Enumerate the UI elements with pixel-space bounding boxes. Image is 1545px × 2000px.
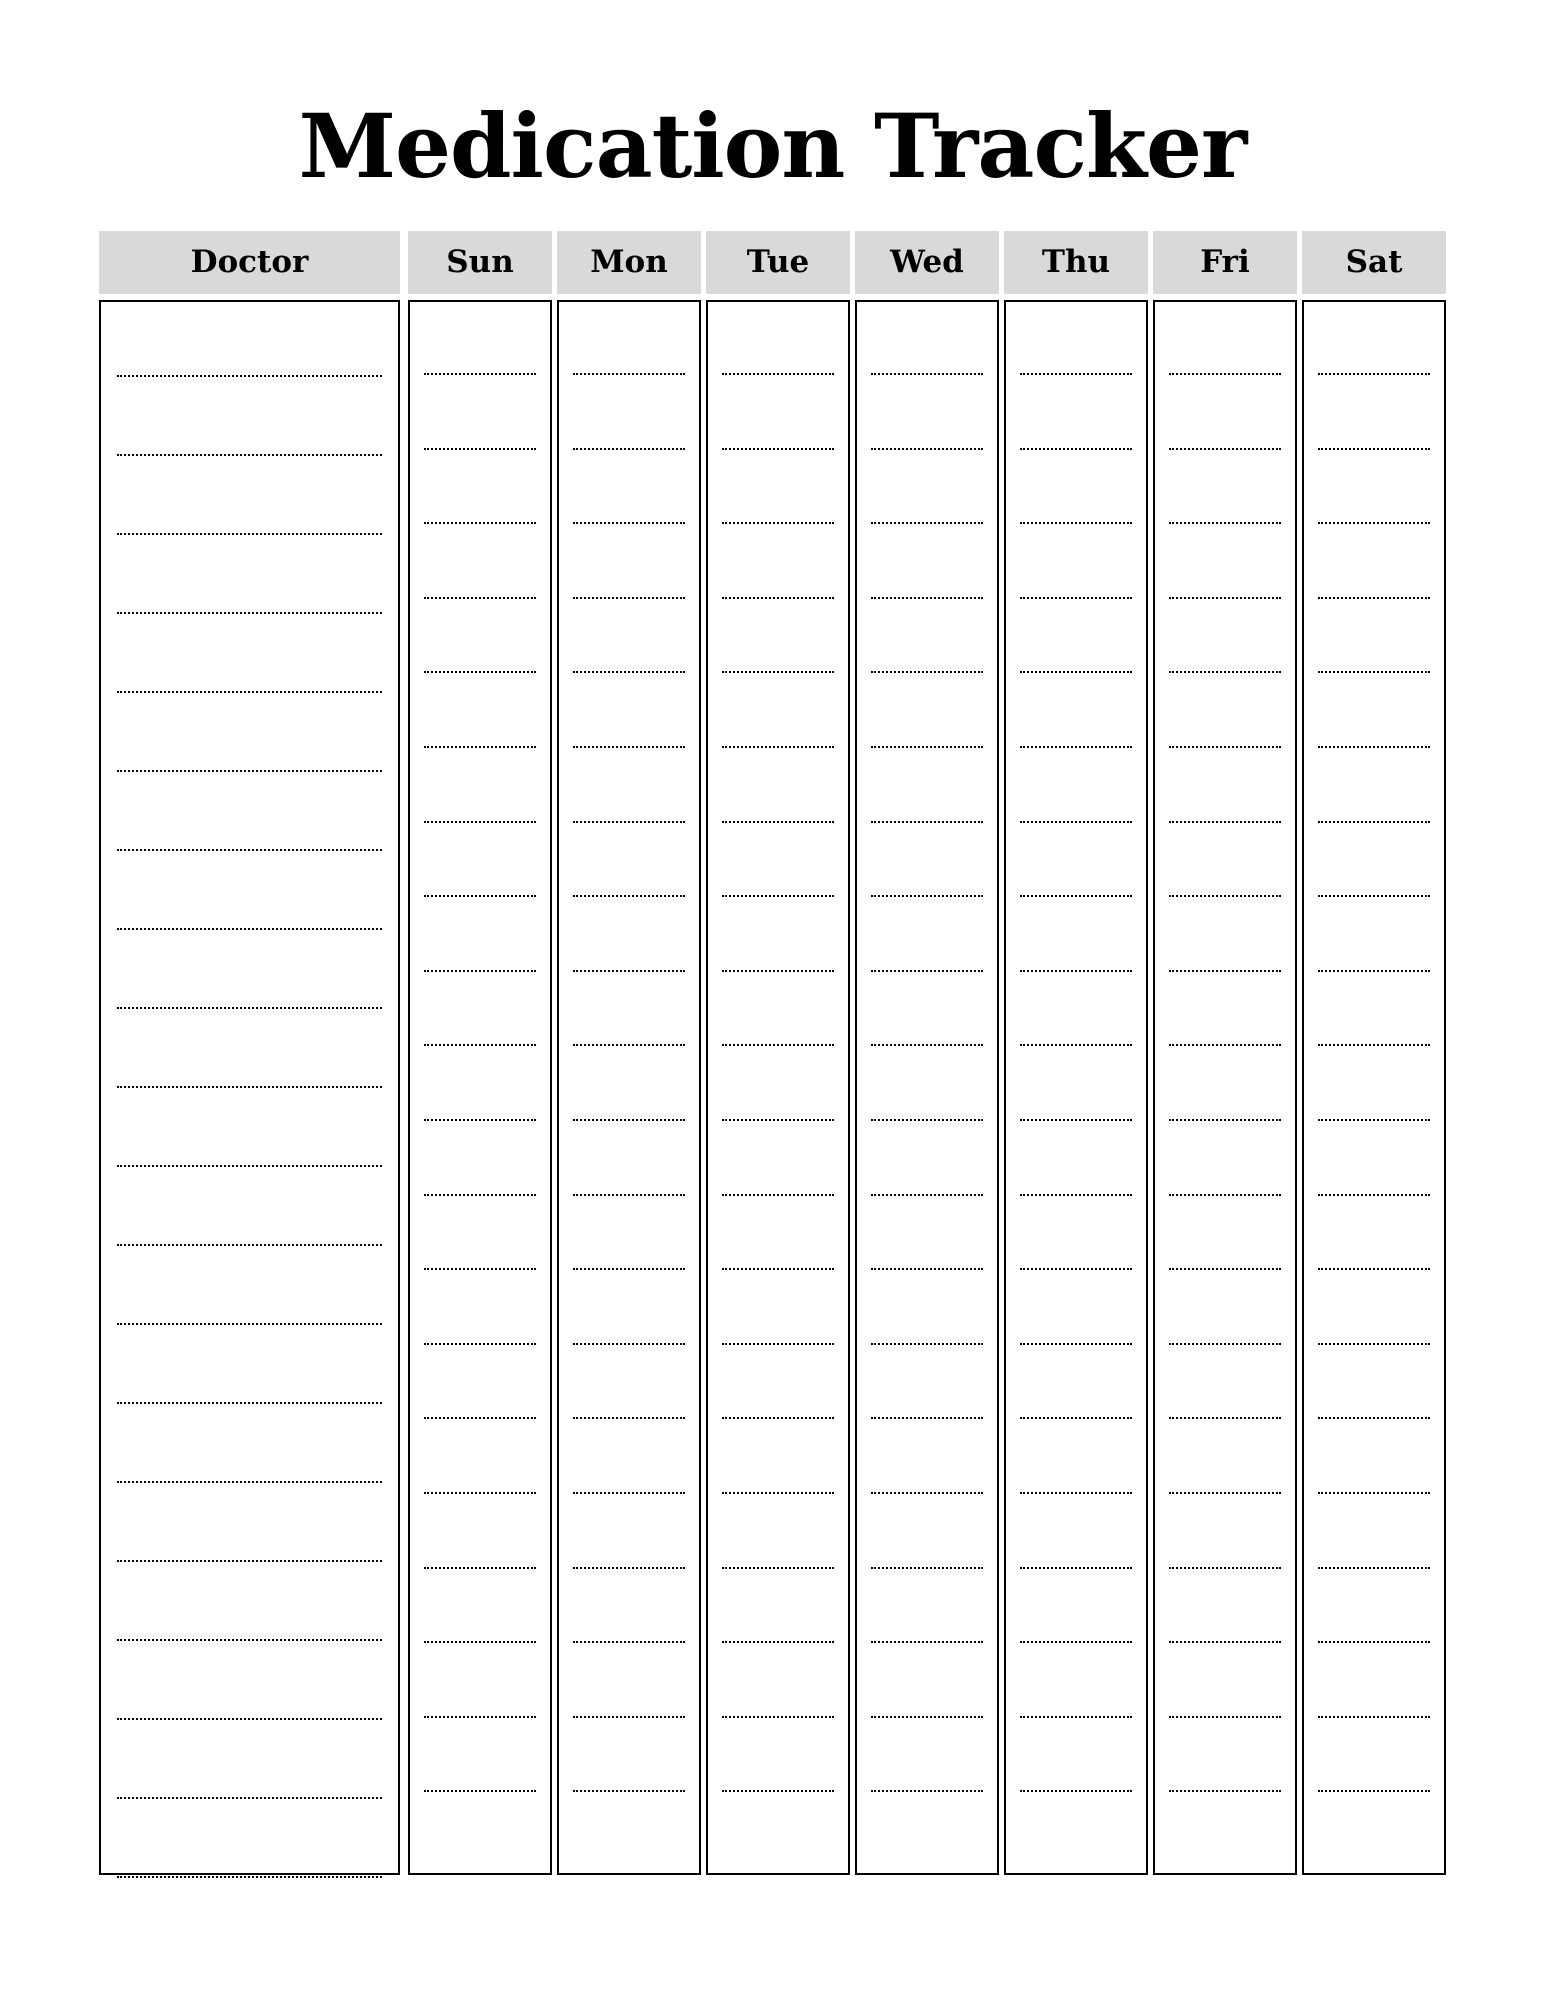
write-line[interactable] [1318, 821, 1430, 823]
write-line[interactable] [117, 1165, 382, 1167]
write-line[interactable] [722, 895, 834, 897]
write-line[interactable] [1169, 1641, 1281, 1643]
write-line[interactable] [1020, 1194, 1132, 1196]
write-line[interactable] [871, 1417, 983, 1419]
write-line[interactable] [722, 373, 834, 375]
write-line[interactable] [1020, 970, 1132, 972]
write-line[interactable] [1169, 671, 1281, 673]
write-line[interactable] [424, 1641, 536, 1643]
write-line[interactable] [1020, 1044, 1132, 1046]
write-line[interactable] [424, 1268, 536, 1270]
write-line[interactable] [1169, 373, 1281, 375]
write-line[interactable] [722, 1641, 834, 1643]
write-line[interactable] [1318, 1343, 1430, 1345]
write-line[interactable] [1020, 1343, 1132, 1345]
write-line[interactable] [573, 1417, 685, 1419]
write-line[interactable] [722, 1343, 834, 1345]
write-line[interactable] [1318, 1641, 1430, 1643]
write-line[interactable] [117, 454, 382, 456]
column-sat [1302, 300, 1446, 1875]
write-line[interactable] [1169, 522, 1281, 524]
write-line[interactable] [1318, 1716, 1430, 1718]
header-wed: Wed [855, 231, 999, 294]
write-line[interactable] [722, 1119, 834, 1121]
write-line[interactable] [1169, 1492, 1281, 1494]
write-line[interactable] [722, 746, 834, 748]
write-line[interactable] [573, 1641, 685, 1643]
write-line[interactable] [573, 1268, 685, 1270]
write-line[interactable] [573, 522, 685, 524]
write-line[interactable] [424, 970, 536, 972]
column-doctor [99, 300, 400, 1875]
write-line[interactable] [117, 375, 382, 377]
write-line[interactable] [871, 746, 983, 748]
write-line[interactable] [871, 1343, 983, 1345]
write-line[interactable] [424, 522, 536, 524]
write-line[interactable] [1318, 1194, 1430, 1196]
write-line[interactable] [722, 1417, 834, 1419]
write-line[interactable] [117, 1481, 382, 1483]
header-mon: Mon [557, 231, 701, 294]
write-line[interactable] [424, 448, 536, 450]
column-sun [408, 300, 552, 1875]
write-line[interactable] [1169, 448, 1281, 450]
write-line[interactable] [1318, 671, 1430, 673]
write-line[interactable] [117, 1086, 382, 1088]
header-sun: Sun [408, 231, 552, 294]
write-line[interactable] [573, 895, 685, 897]
write-line[interactable] [1169, 970, 1281, 972]
header-thu: Thu [1004, 231, 1148, 294]
write-line[interactable] [722, 1492, 834, 1494]
write-line[interactable] [1020, 895, 1132, 897]
write-line[interactable] [722, 671, 834, 673]
write-line[interactable] [117, 1560, 382, 1562]
write-line[interactable] [1318, 1417, 1430, 1419]
write-line[interactable] [1169, 821, 1281, 823]
write-line[interactable] [1020, 821, 1132, 823]
write-line[interactable] [424, 1119, 536, 1121]
write-line[interactable] [1318, 1492, 1430, 1494]
write-line[interactable] [1020, 746, 1132, 748]
write-line[interactable] [1169, 597, 1281, 599]
write-line[interactable] [573, 1790, 685, 1792]
write-line[interactable] [871, 970, 983, 972]
header-tue: Tue [706, 231, 850, 294]
write-line[interactable] [1318, 1119, 1430, 1121]
write-line[interactable] [117, 1244, 382, 1246]
write-line[interactable] [424, 597, 536, 599]
write-line[interactable] [117, 1718, 382, 1720]
write-line[interactable] [722, 1790, 834, 1792]
write-line[interactable] [871, 597, 983, 599]
write-line[interactable] [1318, 373, 1430, 375]
write-line[interactable] [1318, 1044, 1430, 1046]
write-line[interactable] [573, 1716, 685, 1718]
write-line[interactable] [1169, 1716, 1281, 1718]
write-line[interactable] [1318, 1268, 1430, 1270]
write-line[interactable] [871, 373, 983, 375]
write-line[interactable] [1169, 1194, 1281, 1196]
write-line[interactable] [871, 1492, 983, 1494]
write-line[interactable] [424, 671, 536, 673]
write-line[interactable] [871, 1641, 983, 1643]
write-line[interactable] [573, 597, 685, 599]
write-line[interactable] [871, 895, 983, 897]
header-sat: Sat [1302, 231, 1446, 294]
write-line[interactable] [573, 1194, 685, 1196]
write-line[interactable] [117, 1797, 382, 1799]
write-line[interactable] [1169, 895, 1281, 897]
write-line[interactable] [871, 1790, 983, 1792]
write-line[interactable] [573, 821, 685, 823]
write-line[interactable] [871, 821, 983, 823]
column-tue [706, 300, 850, 1875]
write-line[interactable] [1318, 970, 1430, 972]
write-line[interactable] [722, 1044, 834, 1046]
write-line[interactable] [1318, 448, 1430, 450]
write-line[interactable] [573, 373, 685, 375]
write-line[interactable] [722, 522, 834, 524]
write-line[interactable] [1169, 1417, 1281, 1419]
write-line[interactable] [722, 1194, 834, 1196]
write-line[interactable] [1169, 1790, 1281, 1792]
write-line[interactable] [1169, 746, 1281, 748]
write-line[interactable] [1169, 1119, 1281, 1121]
write-line[interactable] [871, 1194, 983, 1196]
write-line[interactable] [722, 1716, 834, 1718]
write-line[interactable] [722, 448, 834, 450]
write-line[interactable] [117, 533, 382, 535]
write-line[interactable] [117, 612, 382, 614]
write-line[interactable] [1020, 522, 1132, 524]
write-line[interactable] [1020, 448, 1132, 450]
write-line[interactable] [722, 597, 834, 599]
write-line[interactable] [117, 849, 382, 851]
write-line[interactable] [1318, 1567, 1430, 1569]
write-line[interactable] [871, 1044, 983, 1046]
write-line[interactable] [573, 1044, 685, 1046]
page-title: Medication Tracker [298, 94, 1247, 198]
write-line[interactable] [871, 671, 983, 673]
column-fri [1153, 300, 1297, 1875]
header-doctor: Doctor [99, 231, 400, 294]
write-line[interactable] [424, 1044, 536, 1046]
write-line[interactable] [424, 1417, 536, 1419]
column-mon [557, 300, 701, 1875]
write-line[interactable] [573, 1567, 685, 1569]
write-line[interactable] [424, 1194, 536, 1196]
write-line[interactable] [573, 448, 685, 450]
write-line[interactable] [1020, 1716, 1132, 1718]
write-line[interactable] [1169, 1567, 1281, 1569]
write-line[interactable] [722, 1268, 834, 1270]
write-line[interactable] [1169, 1268, 1281, 1270]
write-line[interactable] [871, 1119, 983, 1121]
header-fri: Fri [1153, 231, 1297, 294]
write-line[interactable] [1318, 597, 1430, 599]
write-line[interactable] [1318, 895, 1430, 897]
write-line[interactable] [117, 928, 382, 930]
write-line[interactable] [1020, 373, 1132, 375]
write-line[interactable] [117, 1323, 382, 1325]
write-line[interactable] [1020, 1417, 1132, 1419]
write-line[interactable] [424, 895, 536, 897]
write-line[interactable] [1318, 522, 1430, 524]
write-line[interactable] [117, 1639, 382, 1641]
write-line[interactable] [424, 1492, 536, 1494]
write-line[interactable] [573, 1119, 685, 1121]
write-line[interactable] [117, 1402, 382, 1404]
write-line[interactable] [117, 691, 382, 693]
write-line[interactable] [1020, 1492, 1132, 1494]
write-line[interactable] [1318, 1790, 1430, 1792]
write-line[interactable] [1020, 1119, 1132, 1121]
write-line[interactable] [722, 821, 834, 823]
write-line[interactable] [871, 1567, 983, 1569]
write-line[interactable] [871, 1268, 983, 1270]
write-line[interactable] [722, 1567, 834, 1569]
write-line[interactable] [871, 1716, 983, 1718]
write-line[interactable] [871, 448, 983, 450]
write-line[interactable] [1020, 1567, 1132, 1569]
write-line[interactable] [1020, 1790, 1132, 1792]
write-line[interactable] [573, 970, 685, 972]
write-line[interactable] [424, 746, 536, 748]
write-line[interactable] [424, 1716, 536, 1718]
write-line[interactable] [573, 1343, 685, 1345]
column-wed [855, 300, 999, 1875]
write-line[interactable] [424, 1567, 536, 1569]
write-line[interactable] [1169, 1044, 1281, 1046]
write-line[interactable] [573, 746, 685, 748]
write-line[interactable] [424, 1790, 536, 1792]
write-line[interactable] [424, 373, 536, 375]
column-thu [1004, 300, 1148, 1875]
write-line[interactable] [1020, 1641, 1132, 1643]
write-line[interactable] [424, 821, 536, 823]
write-line[interactable] [424, 1343, 536, 1345]
write-line[interactable] [1020, 597, 1132, 599]
write-line[interactable] [1169, 1343, 1281, 1345]
write-line[interactable] [871, 522, 983, 524]
write-line[interactable] [117, 770, 382, 772]
write-line[interactable] [573, 671, 685, 673]
write-line[interactable] [573, 1492, 685, 1494]
write-line[interactable] [1020, 1268, 1132, 1270]
write-line[interactable] [722, 970, 834, 972]
write-line[interactable] [1318, 746, 1430, 748]
write-line[interactable] [117, 1876, 382, 1878]
write-line[interactable] [1020, 671, 1132, 673]
write-line[interactable] [117, 1007, 382, 1009]
